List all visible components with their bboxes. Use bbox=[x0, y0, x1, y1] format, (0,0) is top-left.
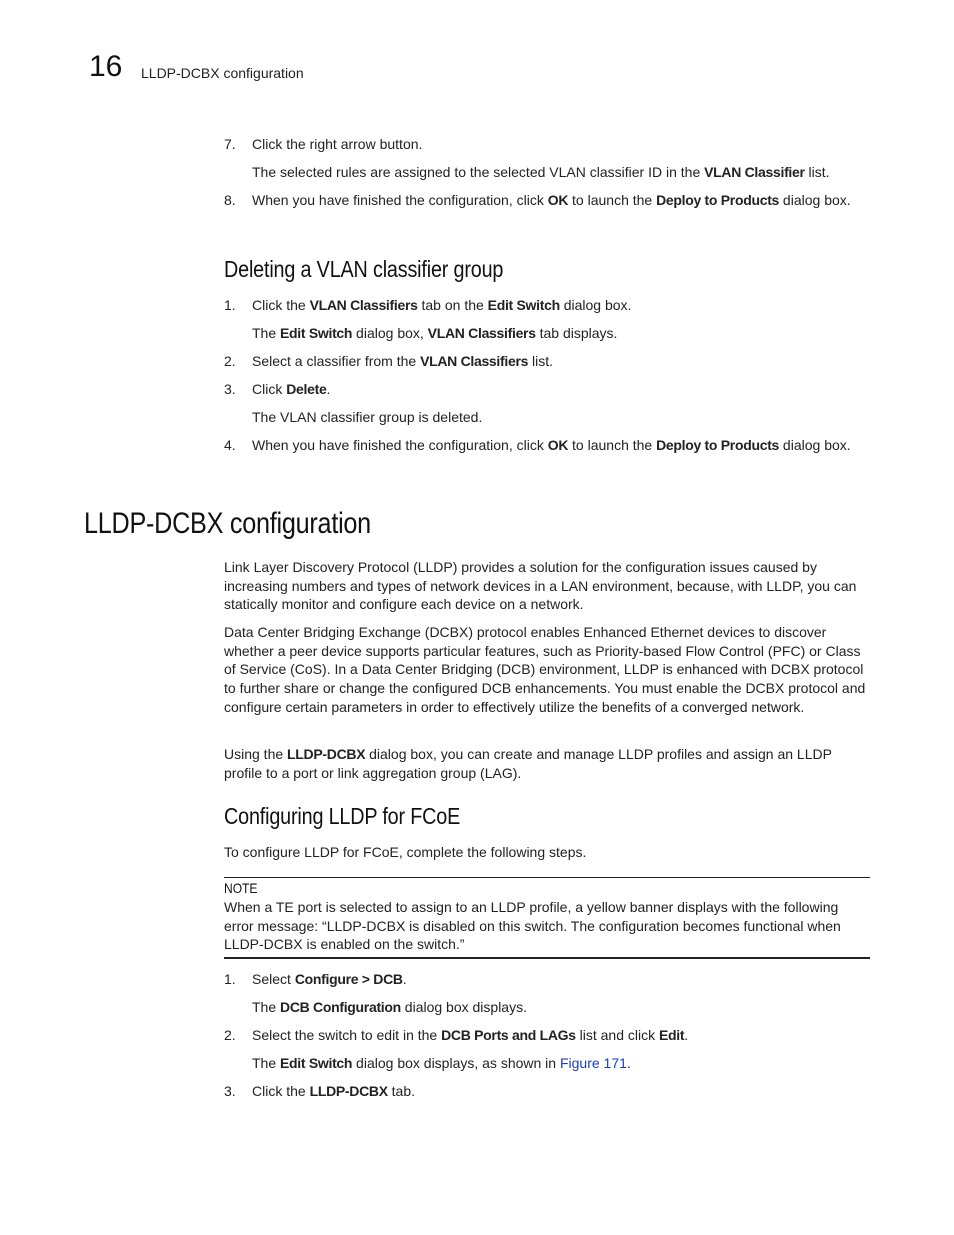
figure-171-link[interactable]: Figure 171 bbox=[559, 1055, 627, 1071]
step-7-result: The selected rules are assigned to the selected VLAN classifier ID in the VLAN Classifier list. bbox=[252, 164, 830, 180]
note-label: NOTE bbox=[224, 880, 258, 896]
step-number: 3. bbox=[224, 1083, 236, 1099]
note-text: When a TE port is selected to assign to an LLDP profile, a yellow banner displays with the following error message: “LLDP-DCBX is disabled on this switch. The configuration becomes functional when LLDP-DCBX is enabled on the switch.” bbox=[224, 899, 841, 953]
step-text: Select the switch to edit in the DCB Ports and LAGs list and click Edit. bbox=[252, 1027, 689, 1043]
section-heading-delete: Deleting a VLAN classifier group bbox=[224, 256, 504, 282]
step-number: 3. bbox=[224, 381, 236, 397]
step-number: 7. bbox=[224, 136, 236, 152]
step-text: Click the right arrow button. bbox=[252, 136, 423, 152]
running-title: LLDP-DCBX configuration bbox=[141, 65, 304, 81]
step-text: Click Delete. bbox=[252, 381, 331, 397]
step-text: When you have finished the configuration, click OK to launch the Deploy to Products dialog box. bbox=[252, 437, 851, 453]
step-number: 8. bbox=[224, 192, 236, 208]
step-text: Click the LLDP-DCBX tab. bbox=[252, 1083, 416, 1099]
delete-step-3-result: The VLAN classifier group is deleted. bbox=[252, 409, 483, 425]
ui-term: VLAN Classifier bbox=[704, 164, 805, 180]
step-text: Select a classifier from the VLAN Classifiers list. bbox=[252, 353, 553, 369]
delete-step-1-result: The Edit Switch dialog box, VLAN Classifiers tab displays. bbox=[252, 325, 618, 341]
lldp-paragraph-1: Link Layer Discovery Protocol (LLDP) provides a solution for the configuration issues caused by increasing numbers and types of network devices in a LAN environment, because, with LLDP, you can statically monitor and configure each device on a network. bbox=[224, 559, 857, 613]
lldp-paragraph-2: Data Center Bridging Exchange (DCBX) protocol enables Enhanced Ethernet devices to discover whether a peer device supports particular features, such as Priority-based Flow Control (PFC) or Class of Service (CoS). In a Data Center Bridging (DCB) environment, LLDP is enhanced with DCBX protocol to further share or change the configured DCB enhancements. You must enable the DCBX protocol and configure certain parameters in order to effectively utilize the benefits of a converged network. bbox=[224, 624, 866, 715]
note-rule-bottom bbox=[224, 957, 870, 959]
step-number: 4. bbox=[224, 437, 236, 453]
chapter-number: 16 bbox=[89, 50, 123, 83]
fcoe-step-1-result: The DCB Configuration dialog box displays. bbox=[252, 999, 527, 1015]
fcoe-intro: To configure LLDP for FCoE, complete the following steps. bbox=[224, 844, 587, 860]
step-number: 1. bbox=[224, 971, 236, 987]
step-number: 2. bbox=[224, 353, 236, 369]
fcoe-step-2-result: The Edit Switch dialog box displays, as shown in Figure 171. bbox=[252, 1055, 631, 1071]
lldp-paragraph-3: Using the LLDP-DCBX dialog box, you can create and manage LLDP profiles and assign an LLDP profile to a port or link aggregation group (LAG). bbox=[224, 746, 832, 781]
section-heading-fcoe: Configuring LLDP for FCoE bbox=[224, 803, 461, 829]
step-number: 2. bbox=[224, 1027, 236, 1043]
step-number: 1. bbox=[224, 297, 236, 313]
step-text: Click the VLAN Classifiers tab on the Edit Switch dialog box. bbox=[252, 297, 632, 313]
step-text: Select Configure > DCB. bbox=[252, 971, 407, 987]
chapter-section-heading: LLDP-DCBX configuration bbox=[84, 507, 371, 540]
note-rule-top bbox=[224, 877, 870, 878]
step-text: When you have finished the configuration, click OK to launch the Deploy to Products dialog box. bbox=[252, 192, 851, 208]
